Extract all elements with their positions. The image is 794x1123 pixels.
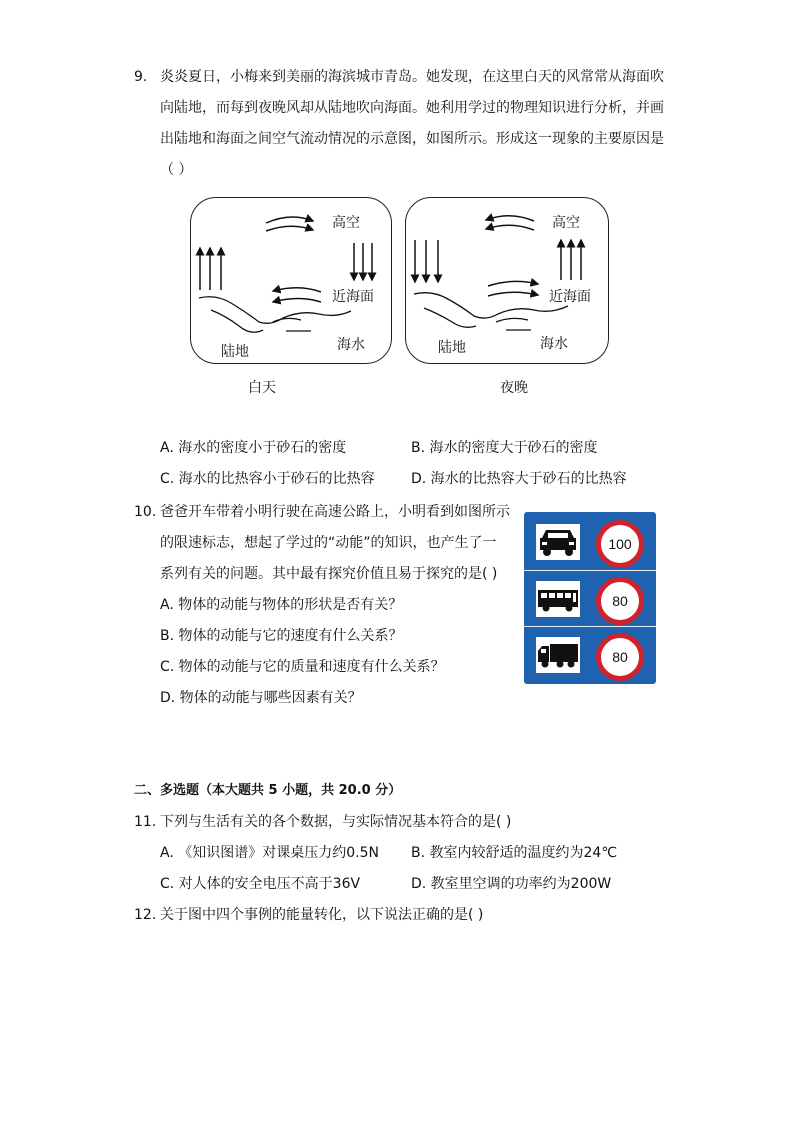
question-9-stem-line-2: 向陆地，而每到夜晚风却从陆地吹向海面。她利用学过的物理知识进行分析，并画: [160, 100, 664, 116]
question-9-stem-line-3: 出陆地和海面之间空气流动情况的示意图，如图所示。形成这一现象的主要原因是: [160, 131, 664, 147]
question-11-number: 11.: [134, 814, 157, 830]
question-11-option-d[interactable]: D. 教室里空调的功率约为200W: [411, 876, 612, 892]
question-11-option-a[interactable]: A. 《知识图谱》对课桌压力约0.5N: [160, 845, 379, 861]
question-10-option-a[interactable]: A. 物体的动能与物体的形状是否有关？: [160, 597, 403, 613]
day-caption: 白天: [248, 380, 276, 396]
sign-row-bus: [524, 570, 656, 627]
speed-limit-sign: [524, 512, 656, 684]
question-11-option-c[interactable]: C. 对人体的安全电压不高于36V: [160, 876, 361, 892]
question-10-stem-line-3: 系列有关的问题。其中最有探究价值且易于探究的是( ): [160, 566, 498, 582]
night-diagram-panel: [405, 197, 609, 364]
car-icon: [536, 524, 580, 560]
question-11-stem: 下列与生活有关的各个数据，与实际情况基本符合的是( ): [160, 814, 512, 830]
question-9-stem-line-1: 炎炎夏日，小梅来到美丽的海滨城市青岛。她发现，在这里白天的风常常从海面吹: [160, 69, 664, 85]
question-10-option-b[interactable]: B. 物体的动能与它的速度有什么关系？: [160, 628, 403, 644]
night-sea-label: 海水: [540, 336, 568, 352]
question-12-number: 12.: [134, 907, 157, 923]
question-9-number: 9.: [134, 69, 148, 85]
speed-limit-bus: 80: [596, 577, 644, 625]
question-10-option-c[interactable]: C. 物体的动能与它的质量和速度有什么关系？: [160, 659, 445, 675]
sign-row-truck: [524, 626, 656, 683]
section-2-heading: 二、多选题（本大题共 5 小题，共 20.0 分）: [134, 783, 402, 798]
day-near-sea-label: 近海面: [332, 289, 374, 305]
bus-icon: [536, 581, 580, 617]
question-9-option-c[interactable]: C. 海水的比热容小于砂石的比热容: [160, 471, 375, 487]
sign-row-car: [524, 514, 656, 570]
truck-icon: [536, 637, 580, 673]
speed-limit-car: 100: [596, 520, 644, 568]
question-11-option-b[interactable]: B. 教室内较舒适的温度约为24℃: [411, 845, 618, 861]
question-10-option-d[interactable]: D. 物体的动能与哪些因素有关？: [160, 690, 362, 706]
question-12-stem: 关于图中四个事例的能量转化，以下说法正确的是( ): [160, 907, 484, 923]
day-high-altitude-label: 高空: [332, 215, 360, 231]
day-diagram-panel: [190, 197, 392, 364]
question-9-option-a[interactable]: A. 海水的密度小于砂石的密度: [160, 440, 347, 456]
night-near-sea-label: 近海面: [549, 289, 591, 305]
question-10-stem-line-2: 的限速标志，想起了学过的“动能”的知识，也产生了一: [160, 535, 497, 551]
day-sea-label: 海水: [337, 337, 365, 353]
question-9-stem-line-4: （ ）: [160, 162, 193, 178]
night-caption: 夜晚: [500, 380, 528, 396]
day-land-label: 陆地: [221, 344, 249, 360]
question-10-stem-line-1: 爸爸开车带着小明行驶在高速公路上，小明看到如图所示: [160, 504, 510, 520]
question-9-option-d[interactable]: D. 海水的比热容大于砂石的比热容: [411, 471, 627, 487]
night-land-label: 陆地: [438, 340, 466, 356]
question-10-number: 10.: [134, 504, 157, 520]
speed-limit-truck: 80: [596, 633, 644, 681]
night-high-altitude-label: 高空: [552, 215, 580, 231]
question-9-option-b[interactable]: B. 海水的密度大于砂石的密度: [411, 440, 598, 456]
